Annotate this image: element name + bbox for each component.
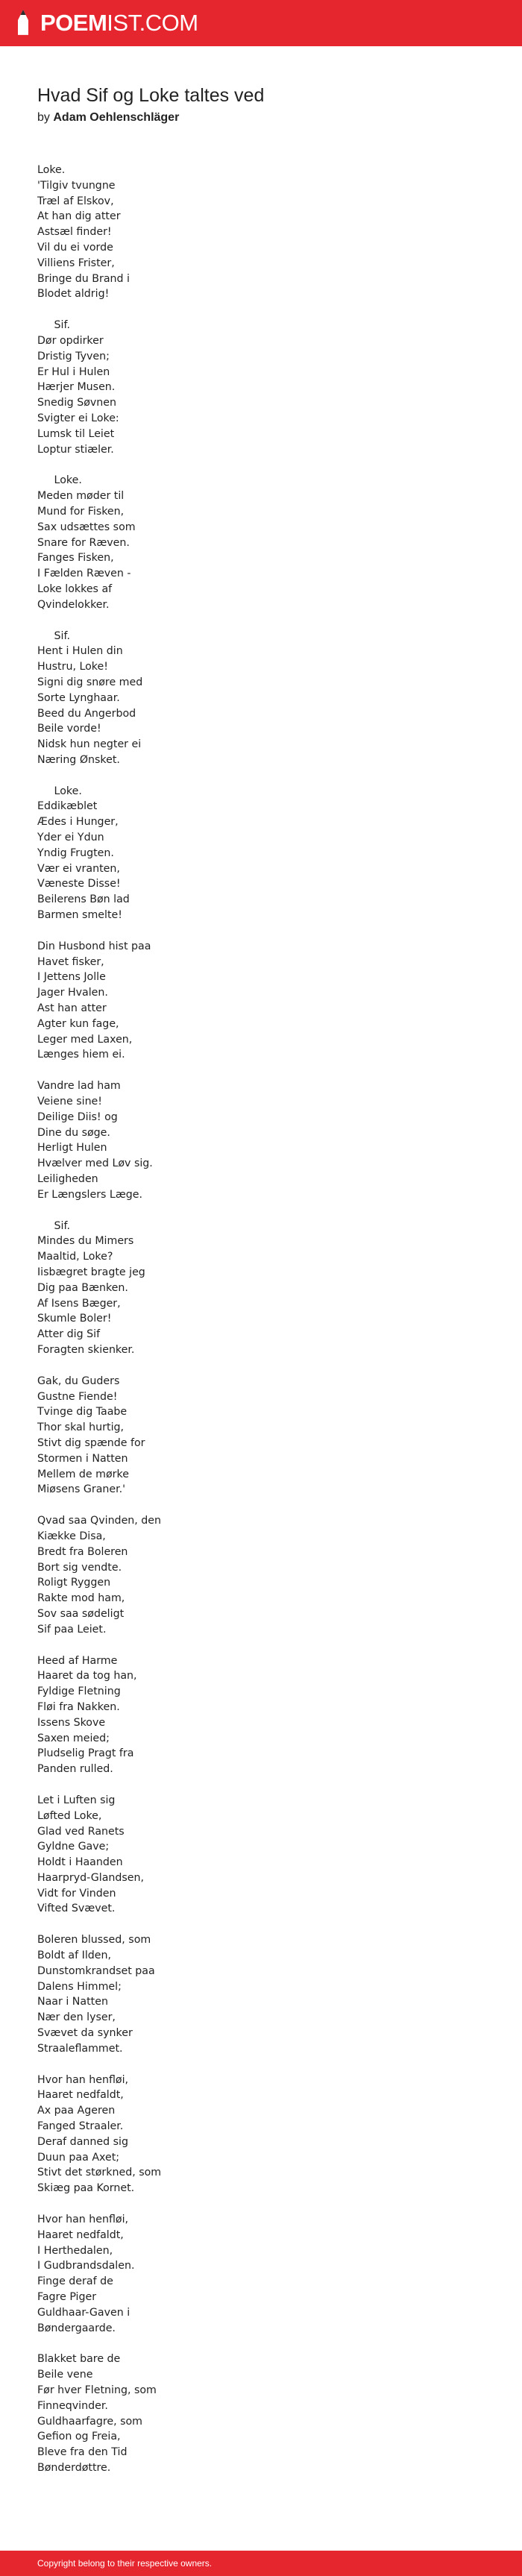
poem-line: Bøndergaarde. <box>37 2322 116 2334</box>
poem-line: Ax paa Ageren <box>37 2105 116 2117</box>
stanza <box>37 2352 485 2475</box>
poem-line: Fløi fra Nakken. <box>37 1700 120 1713</box>
stanza <box>37 2073 485 2196</box>
stanza <box>37 1932 485 2056</box>
stanza <box>37 1374 485 1498</box>
poem-line: Loke. <box>37 785 82 797</box>
poem-line: Panden rulled. <box>37 1763 113 1776</box>
poem-line: Sax udsættes som <box>37 521 136 533</box>
poem-line: Guldhaarfagre, som <box>37 2415 143 2428</box>
poem-line: Thor skal hurtig, <box>37 1421 125 1434</box>
poem-line: Bort sig vendte. <box>37 1561 122 1574</box>
stanza <box>37 473 485 612</box>
poem-line: Nær den lyser, <box>37 2011 116 2024</box>
poem-line: Miøsens Graner.' <box>37 1483 126 1496</box>
poem-line: Svævet da synker <box>37 2027 133 2040</box>
poem-line: I Fælden Ræven - <box>37 568 131 580</box>
poem-line: Ædes i Hunger, <box>37 816 119 829</box>
poem-line: Boldt af Ilden, <box>37 1950 111 1962</box>
poem-line: Mellem de mørke <box>37 1468 129 1480</box>
poem-line: Vifted Svævet. <box>37 1903 116 1915</box>
logo-text <box>40 8 198 38</box>
footer <box>0 2551 522 2576</box>
poem-line: Bønderdøttre. <box>37 2461 111 2474</box>
poem-line: Fanges Fisken, <box>37 552 114 565</box>
stanza <box>37 1793 485 1917</box>
poem-line: Er Hul i Hulen <box>37 365 110 378</box>
poem-header <box>37 84 485 126</box>
poem-line: Meden møder til <box>37 490 125 503</box>
poem-line: Yndig Frugten. <box>37 846 114 859</box>
poem-line: Haaret nedfaldt, <box>37 2089 124 2102</box>
stanza <box>37 1078 485 1202</box>
author-link[interactable]: Adam Oehlenschläger <box>53 111 180 124</box>
poem-line: Yder ei Ydun <box>37 832 104 844</box>
poem-line: Hvor han henfløi, <box>37 2073 129 2086</box>
poem-line: Sif paa Leiet. <box>37 1623 107 1636</box>
poem-line: Veiene sine! <box>37 1096 102 1108</box>
poem-line: Svigter ei Loke: <box>37 412 119 424</box>
poem-line: Glad ved Ranets <box>37 1825 125 1838</box>
poem-body <box>37 163 485 2492</box>
poem-line: Naar i Natten <box>37 1996 108 2008</box>
poem-line: Lumsk til Leiet <box>37 427 115 440</box>
poem-line: Stivt dig spænde for <box>37 1436 145 1449</box>
poem-line: Hærjer Musen. <box>37 381 116 394</box>
poem-line: Iisbægret bragte jeg <box>37 1266 145 1278</box>
poem-line: Beed du Angerbod <box>37 707 136 720</box>
poem-line: Haaret nedfaldt, <box>37 2228 124 2241</box>
poem-line: Sif. <box>37 1219 70 1232</box>
poem-line: Før hver Fletning, som <box>37 2384 157 2396</box>
poem-line: Herligt Hulen <box>37 1142 107 1155</box>
poem-line: Gak, du Guders <box>37 1375 120 1387</box>
poem-line: Vandre lad ham <box>37 1080 121 1093</box>
poem-line: I Jettens Jolle <box>37 971 106 984</box>
poem-line: Signi dig snøre med <box>37 676 143 688</box>
poem-line: Straaleflammet. <box>37 2042 123 2055</box>
poem-line: Rakte mod ham, <box>37 1592 125 1605</box>
poem-line: Saxen meied; <box>37 1732 110 1744</box>
poem-line: Af Isens Bæger, <box>37 1297 121 1310</box>
poem-line: Blakket bare de <box>37 2353 121 2366</box>
stanza <box>37 1513 485 1637</box>
poem-line: At han dig atter <box>37 210 121 223</box>
stanza <box>37 1219 485 1358</box>
poem-line: Guldhaar-Gaven i <box>37 2306 130 2319</box>
poem-line: Dristig Tyven; <box>37 350 110 362</box>
poem-line: Qvad saa Qvinden, den <box>37 1515 162 1527</box>
poem-line: Sov saa sødeligt <box>37 1607 125 1620</box>
poem-line: Qvindelokker. <box>37 598 110 611</box>
poem-line: Leger med Laxen, <box>37 1033 133 1046</box>
poem-line: Vil du ei vorde <box>37 241 113 254</box>
poem-line: Loke. <box>37 164 66 176</box>
poem-line: Barmen smelte! <box>37 909 122 922</box>
poem-line: Fagre Piger <box>37 2291 97 2304</box>
logo-text-light: IST.COM <box>107 10 198 36</box>
poem-line: Issens Skove <box>37 1716 106 1729</box>
poem-line: Næring Ønsket. <box>37 753 120 766</box>
poem-line: Dunstomkrandset paa <box>37 1964 155 1977</box>
poem-line: I Herthedalen, <box>37 2244 113 2257</box>
poem-line: Væneste Disse! <box>37 878 121 890</box>
stanza <box>37 939 485 1063</box>
poem-line: Deilige Diis! og <box>37 1110 118 1123</box>
stanza <box>37 2212 485 2336</box>
poem-line: Havet fisker, <box>37 955 104 968</box>
site-logo[interactable] <box>15 8 198 38</box>
poem-line: Vær ei vranten, <box>37 862 120 875</box>
poem-line: Beilerens Bøn lad <box>37 893 130 906</box>
poem-line: Let i Luften sig <box>37 1794 116 1806</box>
poem-line: Duun paa Axet; <box>37 2151 120 2164</box>
poem-line: Finneqvinder. <box>37 2399 108 2412</box>
poem-line: Astsæl finder! <box>37 226 112 239</box>
poem-line: Bleve fra den Tid <box>37 2446 128 2459</box>
poem-line: Villiens Frister, <box>37 257 115 269</box>
poem-line: Dalens Himmel; <box>37 1980 122 1993</box>
poem-line: Snare for Ræven. <box>37 536 130 549</box>
poem-line: Holdt i Haanden <box>37 1856 123 1869</box>
poem-line: Sif. <box>37 319 70 332</box>
poem-line: Stormen i Natten <box>37 1452 128 1465</box>
stanza <box>37 784 485 923</box>
stanza <box>37 163 485 302</box>
poem-line: Gefion og Freia, <box>37 2431 121 2443</box>
poem-line: Loke. <box>37 474 82 487</box>
poem-line: Vidt for Vinden <box>37 1887 116 1900</box>
stanza <box>37 1653 485 1777</box>
poem-line: Deraf danned sig <box>37 2135 128 2148</box>
poem-line: 'Tilgiv tvungne <box>37 179 116 192</box>
pencil-icon <box>15 10 31 37</box>
poem-line: Skiæg paa Kornet. <box>37 2182 135 2195</box>
poem-line: Bredt fra Boleren <box>37 1545 128 1558</box>
poem-line: Din Husbond hist paa <box>37 940 151 952</box>
poem-line: Fyldige Fletning <box>37 1686 121 1698</box>
poem-line: Løfted Loke, <box>37 1809 102 1822</box>
poem-line: Er Længslers Læge. <box>37 1188 143 1201</box>
poem-line: Snedig Søvnen <box>37 397 116 409</box>
poem-line: Sif. <box>37 629 70 642</box>
poem-line: Hvælver med Løv sig. <box>37 1157 153 1170</box>
poem-line: Træl af Elskov, <box>37 195 114 207</box>
poem-line: Finge deraf de <box>37 2275 113 2288</box>
poem-line: Stivt det størkned, som <box>37 2167 162 2179</box>
poem-line: Roligt Ryggen <box>37 1577 111 1589</box>
top-bar <box>0 0 522 46</box>
poem-line: Nidsk hun negter ei <box>37 738 142 751</box>
byline-prefix: by <box>37 111 50 124</box>
byline <box>37 110 485 126</box>
poem-line: Jager Hvalen. <box>37 987 108 999</box>
poem-line: Haaret da tog han, <box>37 1670 137 1683</box>
poem-line: Mindes du Mimers <box>37 1235 134 1248</box>
poem-line: Loptur stiæler. <box>37 443 114 456</box>
poem-line: Mund for Fisken, <box>37 505 125 518</box>
poem-line: Hent i Hulen din <box>37 645 123 658</box>
poem-line: Hustru, Loke! <box>37 661 108 673</box>
poem-line: Gyldne Gave; <box>37 1841 110 1853</box>
poem-title: Hvad Sif og Loke taltes ved <box>37 85 265 106</box>
poem-line: Heed af Harme <box>37 1654 118 1667</box>
poem-line: Pludselig Pragt fra <box>37 1747 134 1760</box>
poem-line: Ast han atter <box>37 1002 107 1015</box>
poem-line: Skumle Boler! <box>37 1313 112 1325</box>
poem-line: Hvor han henfløi, <box>37 2214 129 2226</box>
poem-line: Tvinge dig Taabe <box>37 1406 128 1419</box>
poem-line: Længes hiem ei. <box>37 1049 125 1061</box>
poem-line: Eddikæblet <box>37 800 98 813</box>
poem-line: Dig paa Bænken. <box>37 1281 128 1294</box>
poem-line: Sorte Lynghaar. <box>37 691 120 704</box>
poem-line: Maaltid, Loke? <box>37 1251 113 1263</box>
poem-line: Atter dig Sif <box>37 1328 101 1341</box>
poem-line: Kiække Disa, <box>37 1530 106 1542</box>
poem-line: Bringe du Brand i <box>37 272 130 285</box>
poem-line: Beile vorde! <box>37 723 101 735</box>
copyright-text: Copyright belong to their respective owners. <box>37 2558 213 2569</box>
poem-line: Dine du søge. <box>37 1126 110 1139</box>
poem-line: Blodet aldrig! <box>37 288 110 301</box>
poem-line: Boleren blussed, som <box>37 1934 151 1947</box>
poem-line: Loke lokkes af <box>37 582 113 595</box>
poem-line: Fanged Straaler. <box>37 2120 124 2133</box>
stanza <box>37 629 485 768</box>
poem-line: Dør opdirker <box>37 334 104 347</box>
poem-line: Beile vene <box>37 2369 93 2381</box>
stanza <box>37 318 485 457</box>
poem-line: Haarpryd-Glandsen, <box>37 1871 145 1884</box>
poem-line: Gustne Fiende! <box>37 1390 118 1403</box>
poem-line: Agter kun fage, <box>37 1017 119 1030</box>
poem-line: Leiligheden <box>37 1173 98 1186</box>
poem-line: Foragten skienker. <box>37 1343 135 1356</box>
poem-line: I Gudbrandsdalen. <box>37 2260 135 2272</box>
logo-text-bold: POEM <box>40 10 107 36</box>
